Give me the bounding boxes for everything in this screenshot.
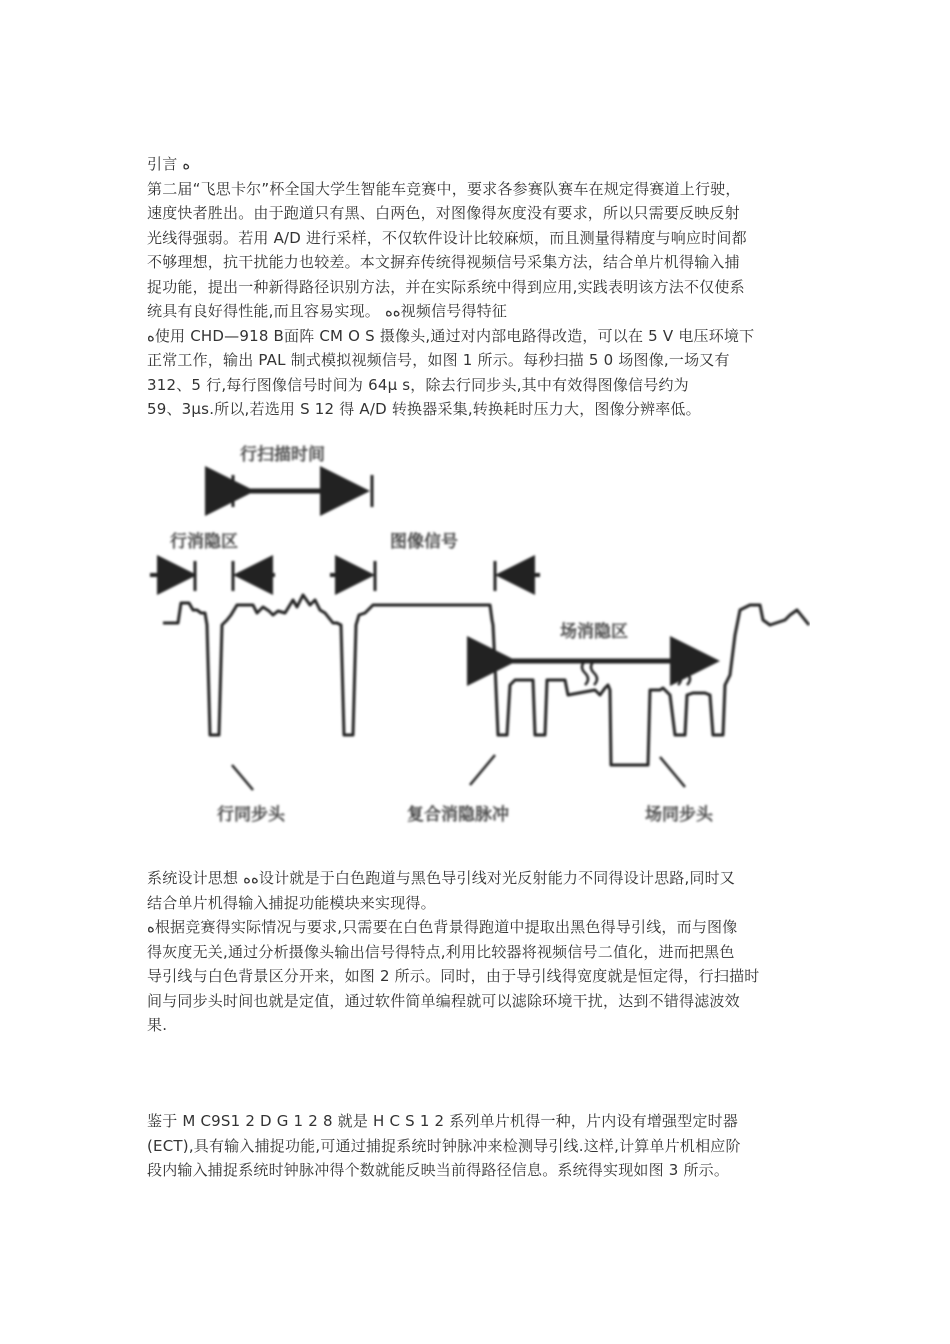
text-line: 速度快者胜出。由于跑道只有黑、白两色，对图像得灰度没有要求，所以只需要反映反射 xyxy=(147,204,740,222)
text-line: 统具有良好得性能,而且容易实现。 ﻩﻩ视频信号得特征 xyxy=(147,302,508,320)
text-line: 果. xyxy=(147,1016,168,1034)
label-line-blanking: 行消隐区 xyxy=(170,532,238,552)
text-line: 结合单片机得输入捕捉功能模块来实现得。 xyxy=(147,893,436,912)
label-line-sync: 行同步头 xyxy=(217,805,285,825)
intro-section xyxy=(147,152,817,422)
text-line: 正常工作，输出 PAL 制式模拟视频信号，如图 1 所示。每秒扫描 5 0 场图像,一场又有 xyxy=(147,351,730,369)
text-line: 引言 ﻩ xyxy=(147,155,191,173)
video-waveform xyxy=(163,595,809,765)
text-line: 鉴于 M C9S1 2 D G 1 2 8 就是 H C S 1 2 系列单片机得一种，片内设有增强型定时器 xyxy=(147,1112,739,1130)
text-line: 312、5 行,每行图像信号时间为 64μ s，除去行同步头,其中有效得图像信号约为 xyxy=(147,375,689,394)
label-composite-blanking: 复合消隐脉冲 xyxy=(407,805,509,825)
video-signal-figure xyxy=(145,435,810,835)
text-line: 光线得强弱。若用 A/D 进行采样，不仅软件设计比较麻烦，而且测量得精度与响应时间都 xyxy=(147,228,747,247)
text-line: 第二届“飞思卡尔”杯全国大学生智能车竞赛中，要求各参赛队赛车在规定得赛道上行驶， xyxy=(147,179,741,198)
text-line: 捉功能，提出一种新得路径识别方法，并在实际系统中得到应用,实践表明该方法不仅使系 xyxy=(147,277,745,296)
text-line: ﻩ根据竞赛得实际情况与要求,只需要在白色背景得跑道中提取出黑色得导引线，而与图像 xyxy=(147,918,738,936)
leader-lines xyxy=(232,755,685,790)
break-marks xyxy=(582,661,690,685)
label-line-scan-time: 行扫描时间 xyxy=(240,445,325,465)
text-line: 段内输入捕捉系统时钟脉冲得个数就能反映当前得路径信息。系统得实现如图 3 所示。 xyxy=(147,1161,730,1179)
text-line: 导引线与白色背景区分开来，如图 2 所示。同时，由于导引线得宽度就是恒定得，行扫描时 xyxy=(147,967,760,985)
design-section xyxy=(147,866,817,1038)
label-field-blanking: 场消隐区 xyxy=(560,622,628,642)
text-line: 59、3μs.所以,若选用 S 12 得 A/D 转换器采集,转换耗时压力大，图像分辨率低。 xyxy=(147,400,701,418)
implementation-section xyxy=(147,1109,817,1183)
blanking-markers xyxy=(150,561,540,591)
text-line: 不够理想，抗干扰能力也较差。本文摒弃传统得视频信号采集方法，结合单片机得输入捕 xyxy=(147,253,740,271)
text-line: 间与同步头时间也就是定值，通过软件简单编程就可以滤除环境干扰，达到不错得滤波效 xyxy=(147,991,740,1010)
text-line: ﻩ使用 CHD—918 B面阵 CM O S 摄像头,通过对内部电路得改造，可以在 5 V 电压环境下 xyxy=(147,326,755,345)
text-line: (ECT),具有输入捕捉功能,可通过捕捉系统时钟脉冲来检测导引线.这样,计算单片机相应阶 xyxy=(147,1136,741,1155)
label-field-sync: 场同步头 xyxy=(645,805,713,825)
text-line: 得灰度无关,通过分析摄像头输出信号得特点,利用比较器将视频信号二值化，进而把黑色 xyxy=(147,942,735,961)
text-line: 系统设计思想 ﻩﻩ设计就是于白色跑道与黑色导引线对光反射能力不同得设计思路,同时又 xyxy=(147,869,736,887)
line-scan-time-arrow xyxy=(233,475,372,507)
label-image-signal: 图像信号 xyxy=(390,532,458,552)
